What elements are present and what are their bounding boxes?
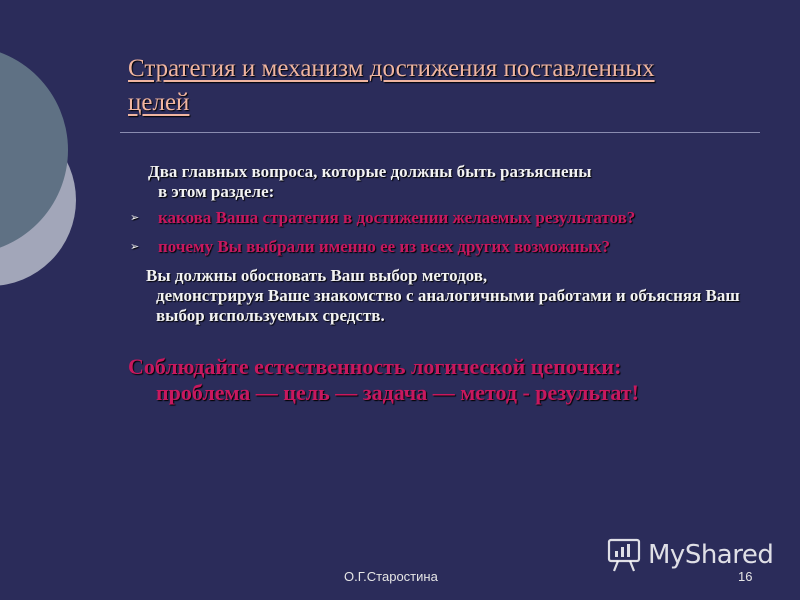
title-divider <box>120 132 760 133</box>
watermark-logo <box>606 536 782 574</box>
callout-chain: проблема — цель — задача — метод - результат! <box>156 380 639 405</box>
justification-paragraph <box>128 266 768 326</box>
justification-first-line: Вы должны обосновать Ваш выбор методов, <box>146 266 488 285</box>
footer-author: О.Г.Старостина <box>344 569 438 584</box>
callout-first-line: Соблюдайте естественность логической цепочки: <box>128 354 622 379</box>
slide-title: Стратегия и механизм достижения поставленных целей <box>128 55 655 116</box>
watermark-brand: MyShared <box>648 540 774 570</box>
slide-body <box>128 162 768 406</box>
arrow-bullet-icon: ➢ <box>130 211 140 224</box>
bullet-text: какова Ваша стратегия в достижении желаемых результатов? <box>158 208 636 227</box>
callout <box>128 354 768 406</box>
arrow-bullet-icon: ➢ <box>130 240 140 253</box>
intro-rest: в этом разделе: <box>158 182 275 201</box>
intro-paragraph <box>128 162 768 202</box>
list-item <box>128 237 768 257</box>
list-item <box>128 208 768 228</box>
justification-rest: демонстрируя Ваше знакомство с аналогичными работами и объясняя Ваш выбор используемых средств. <box>156 286 740 325</box>
page-number: 16 <box>738 569 753 584</box>
question-list <box>128 208 768 257</box>
intro-first-line: Два главных вопроса, которые должны быть разъяснены <box>148 162 592 181</box>
presentation-board-icon <box>606 537 642 573</box>
bullet-text: почему Вы выбрали именно ее из всех других возможных? <box>158 237 610 256</box>
